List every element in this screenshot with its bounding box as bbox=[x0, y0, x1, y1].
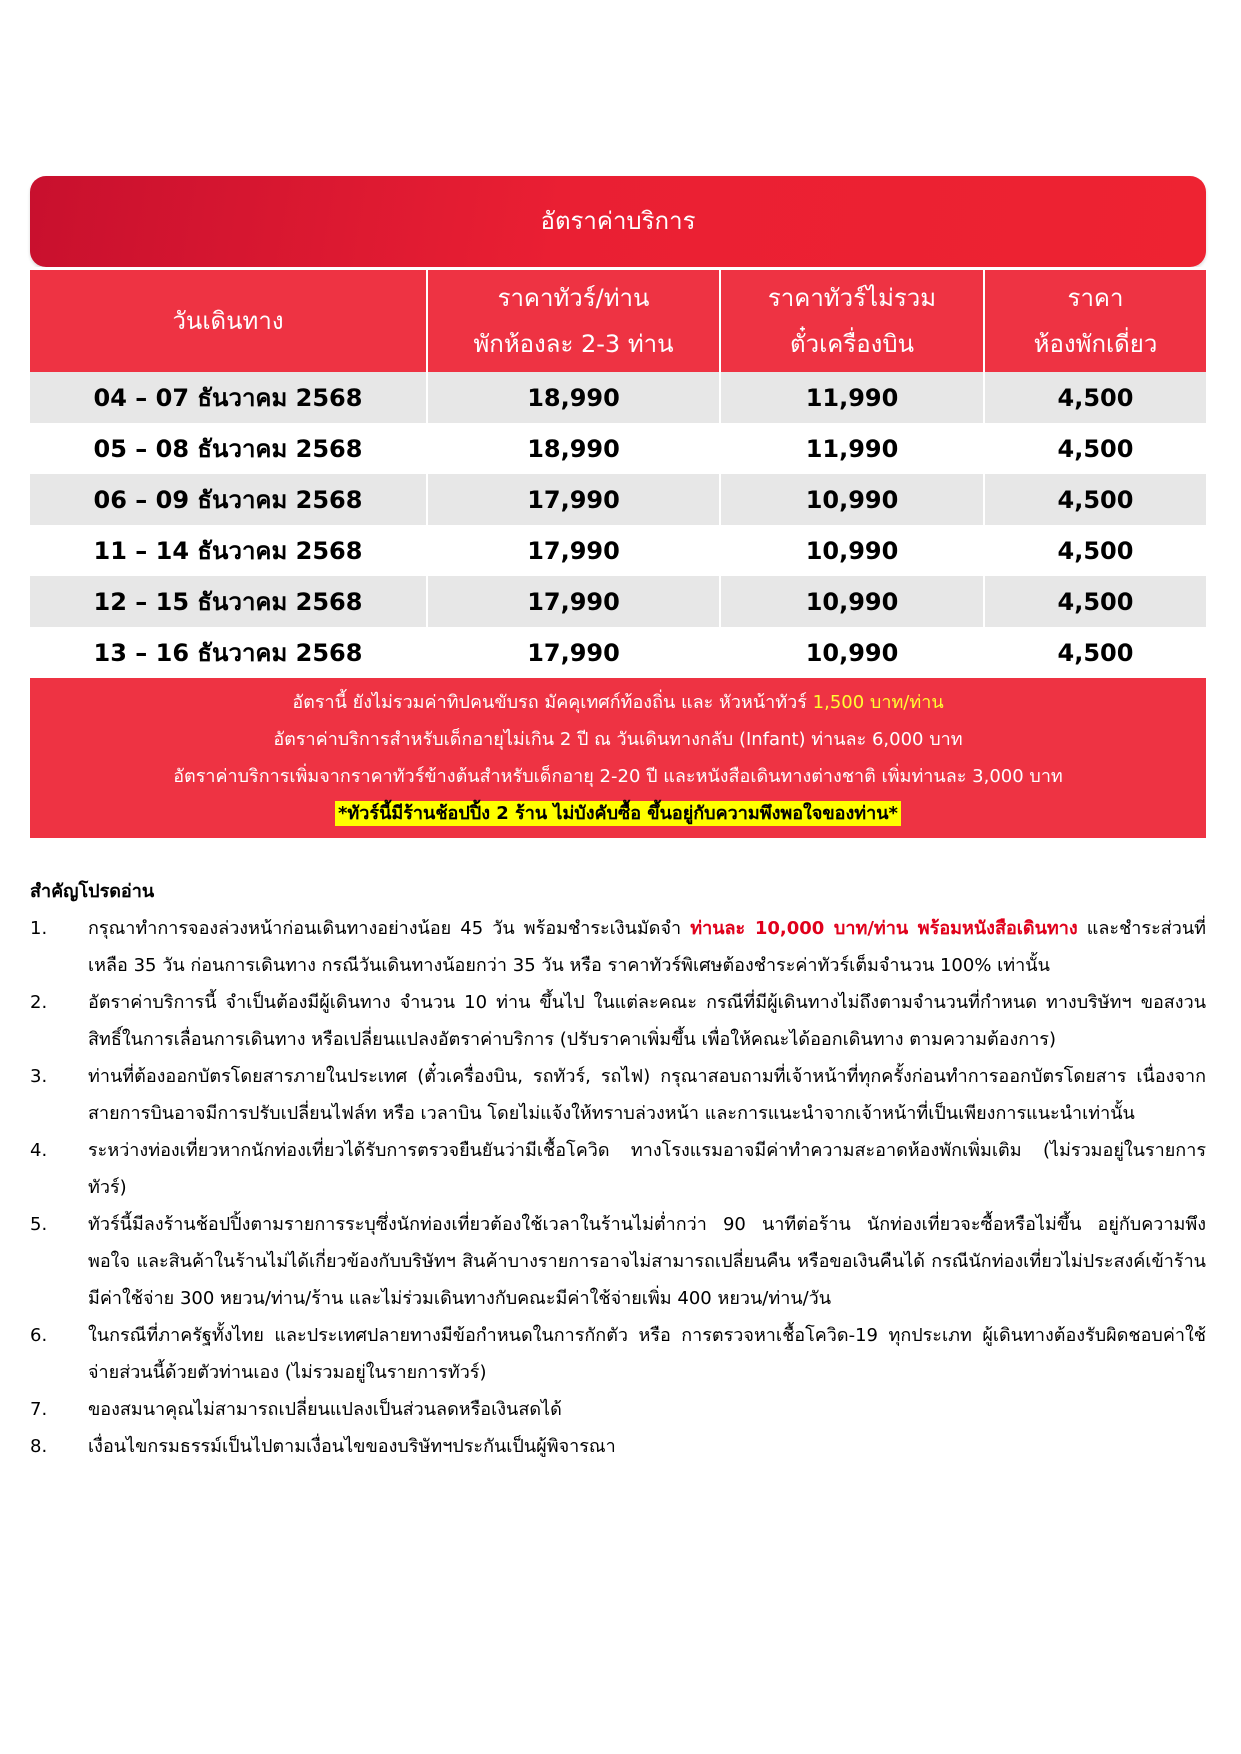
list-item-text: อัตราค่าบริการนี้ จำเป็นต้องมีผู้เดินทาง จำนวน 10 ท่าน ขึ้นไป ในแต่ละคณะ กรณีที่มีผู้เดินทางไม่ถึงตามจำนวนที่กำหนด ทางบริษัทฯ ขอสงวนสิทธิ์ในการเลื่อนการเดินทาง หรือเปลี่ยนแปลงอัตราค่าบริการ (ปรับราคาเพิ่มขึ้น เพื่อให้คณะได้ออกเดินทาง ตามความต้องการ) bbox=[88, 992, 1206, 1050]
note-child-foreign: อัตราค่าบริการเพิ่มจากราคาทัวร์ข้างต้นสำหรับเด็กอายุ 2-20 ปี และหนังสือเดินทางต่างชาติ เพิ่มท่านละ 3,000 บาท bbox=[173, 766, 1063, 787]
no-ticket-price-cell: 10,990 bbox=[720, 474, 984, 525]
list-item-text: ท่านที่ต้องออกบัตรโดยสารภายในประเทศ (ตั๋วเครื่องบิน, รถทัวร์, รถไฟ) กรุณาสอบถามที่เจ้าหน้าที่ทุกครั้งก่อนทำการออกบัตรโดยสาร เนื่องจากสายการบินอาจมีการปรับเปลี่ยนไฟล์ท หรือ เวลาบิน โดยไม่แจ้งให้ทราบล่วงหน้า และการแนะนำจากเจ้าหน้าที่เป็นเพียงการแนะนำเท่านั้น bbox=[88, 1066, 1206, 1124]
date-cell: 12 – 15 ธันวาคม 2568 bbox=[30, 576, 427, 627]
header-no-ticket-line1: ราคาทัวร์ไม่รวม bbox=[767, 284, 937, 312]
single-room-cell: 4,500 bbox=[984, 627, 1206, 678]
header-travel-date-label: วันเดินทาง bbox=[172, 307, 284, 335]
no-ticket-price-cell: 11,990 bbox=[720, 372, 984, 423]
list-item-number: 2. bbox=[30, 992, 48, 1013]
price-section bbox=[30, 176, 1206, 838]
table-row bbox=[30, 474, 1206, 525]
list-item bbox=[30, 1428, 1206, 1465]
date-cell: 13 – 16 ธันวาคม 2568 bbox=[30, 627, 427, 678]
tour-price-cell: 17,990 bbox=[427, 474, 720, 525]
header-tour-price-line1: ราคาทัวร์/ท่าน bbox=[497, 284, 650, 312]
tour-price-cell: 17,990 bbox=[427, 525, 720, 576]
price-table bbox=[30, 267, 1206, 678]
table-row bbox=[30, 372, 1206, 423]
tour-price-cell: 17,990 bbox=[427, 627, 720, 678]
price-table-header-row bbox=[30, 269, 1206, 373]
list-item-text: ในกรณีที่ภาครัฐทั้งไทย และประเทศปลายทางมีข้อกำหนดในการกักตัว หรือ การตรวจหาเชื้อโควิด-19 ทุกประเภท ผู้เดินทางต้องรับผิดชอบค่าใช้จ่ายส่วนนี้ด้วยตัวท่านเอง (ไม่รวมอยู่ในรายการทัวร์) bbox=[88, 1325, 1206, 1383]
single-room-cell: 4,500 bbox=[984, 525, 1206, 576]
tour-price-cell: 18,990 bbox=[427, 372, 720, 423]
header-no-ticket-price bbox=[720, 269, 984, 373]
list-item-number: 7. bbox=[30, 1399, 48, 1420]
list-item-text: ระหว่างท่องเที่ยวหากนักท่องเที่ยวได้รับการตรวจยืนยันว่ามีเชื้อโควิด ทางโรงแรมอาจมีค่าทำความสะอาดห้องพักเพิ่มเติม (ไม่รวมอยู่ในรายการทัวร์) bbox=[88, 1140, 1206, 1198]
tour-price-cell: 18,990 bbox=[427, 423, 720, 474]
date-cell: 04 – 07 ธันวาคม 2568 bbox=[30, 372, 427, 423]
list-item bbox=[30, 984, 1206, 1058]
list-item-number: 8. bbox=[30, 1436, 48, 1457]
header-tour-price-line2: พักห้องละ 2-3 ท่าน bbox=[473, 330, 674, 358]
price-table-title: อัตราค่าบริการ bbox=[30, 176, 1206, 267]
list-item-text: ทัวร์นี้มีลงร้านช้อปปิ้งตามรายการระบุซึ่งนักท่องเที่ยวต้องใช้เวลาในร้านไม่ต่ำกว่า 90 นาทีต่อร้าน นักท่องเที่ยวจะซื้อหรือไม่ขึ้น อยู่กับความพึงพอใจ และสินค้าในร้านไม่ได้เกี่ยวข้องกับบริษัทฯ สินค้าบางรายการอาจไม่สามารถเปลี่ยนคืน หรือขอเงินคืนได้ กรณีนักท่องเที่ยวไม่ประสงค์เข้าร้านมีค่าใช้จ่าย 300 หยวน/ท่าน/ร้าน และไม่ร่วมเดินทางกับคณะมีค่าใช้จ่ายเพิ่ม 400 หยวน/ท่าน/วัน bbox=[88, 1214, 1206, 1309]
table-row bbox=[30, 525, 1206, 576]
list-item-number: 6. bbox=[30, 1325, 48, 1346]
no-ticket-price-cell: 10,990 bbox=[720, 627, 984, 678]
item1-post: และชำระส่วนที่เหลือ 35 วัน ก่อนการเดินทาง กรณีวันเดินทางน้อยกว่า 35 วัน หรือ ราคาทัวร์พิเศษต้องชำระค่าทัวร์เต็มจำนวน 100% เท่านั้น bbox=[88, 918, 1206, 976]
note-tips-text: อัตรานี้ ยังไม่รวมค่าทิปคนขับรถ มัคคุเทศก์ท้องถิ่น และ หัวหน้าทัวร์ bbox=[292, 692, 813, 713]
table-row bbox=[30, 576, 1206, 627]
list-item-text: ของสมนาคุณไม่สามารถเปลี่ยนแปลงเป็นส่วนลดหรือเงินสดได้ bbox=[88, 1399, 562, 1420]
list-item-number: 5. bbox=[30, 1214, 48, 1235]
single-room-cell: 4,500 bbox=[984, 372, 1206, 423]
important-section bbox=[30, 874, 1206, 1465]
list-item-number: 4. bbox=[30, 1140, 48, 1161]
table-row bbox=[30, 423, 1206, 474]
item1-pre: กรุณาทำการจองล่วงหน้าก่อนเดินทางอย่างน้อย 45 วัน พร้อมชำระเงินมัดจำ bbox=[88, 918, 691, 939]
single-room-cell: 4,500 bbox=[984, 576, 1206, 627]
list-item-number: 1. bbox=[30, 918, 48, 939]
note-tips bbox=[30, 684, 1206, 721]
important-title: สำคัญโปรดอ่าน bbox=[30, 881, 155, 902]
price-notes bbox=[30, 678, 1206, 838]
date-cell: 11 – 14 ธันวาคม 2568 bbox=[30, 525, 427, 576]
header-tour-price bbox=[427, 269, 720, 373]
list-item bbox=[30, 910, 1206, 984]
list-item-number: 3. bbox=[30, 1066, 48, 1087]
header-single-room bbox=[984, 269, 1206, 373]
header-single-room-line1: ราคา bbox=[1067, 284, 1124, 312]
note-shopping-highlight: *ทัวร์นี้มีร้านช้อปปิ้ง 2 ร้าน ไม่บังคับซื้อ ขึ้นอยู่กับความพึงพอใจของท่าน* bbox=[335, 801, 901, 826]
header-single-room-line2: ห้องพักเดี่ยว bbox=[1033, 330, 1158, 358]
list-item-text bbox=[88, 910, 1206, 984]
note-tips-amount: 1,500 บาท/ท่าน bbox=[812, 692, 944, 713]
list-item bbox=[30, 1132, 1206, 1206]
no-ticket-price-cell: 10,990 bbox=[720, 525, 984, 576]
list-item bbox=[30, 1391, 1206, 1428]
list-item bbox=[30, 1058, 1206, 1132]
note-shopping bbox=[30, 795, 1206, 832]
table-row bbox=[30, 627, 1206, 678]
list-item bbox=[30, 1317, 1206, 1391]
list-item bbox=[30, 1206, 1206, 1317]
tour-price-cell: 17,990 bbox=[427, 576, 720, 627]
no-ticket-price-cell: 10,990 bbox=[720, 576, 984, 627]
note-infant: อัตราค่าบริการสำหรับเด็กอายุไม่เกิน 2 ปี ณ วันเดินทางกลับ (Infant) ท่านละ 6,000 บาท bbox=[273, 729, 963, 750]
date-cell: 05 – 08 ธันวาคม 2568 bbox=[30, 423, 427, 474]
item1-deposit-highlight: ท่านละ 10,000 บาท/ท่าน พร้อมหนังสือเดินทาง bbox=[690, 918, 1078, 939]
list-item-text: เงื่อนไขกรมธรรม์เป็นไปตามเงื่อนไขของบริษัทฯประกันเป็นผู้พิจารณา bbox=[88, 1436, 616, 1457]
single-room-cell: 4,500 bbox=[984, 423, 1206, 474]
header-no-ticket-line2: ตั๋วเครื่องบิน bbox=[790, 330, 914, 358]
date-cell: 06 – 09 ธันวาคม 2568 bbox=[30, 474, 427, 525]
single-room-cell: 4,500 bbox=[984, 474, 1206, 525]
no-ticket-price-cell: 11,990 bbox=[720, 423, 984, 474]
header-travel-date bbox=[30, 269, 427, 373]
